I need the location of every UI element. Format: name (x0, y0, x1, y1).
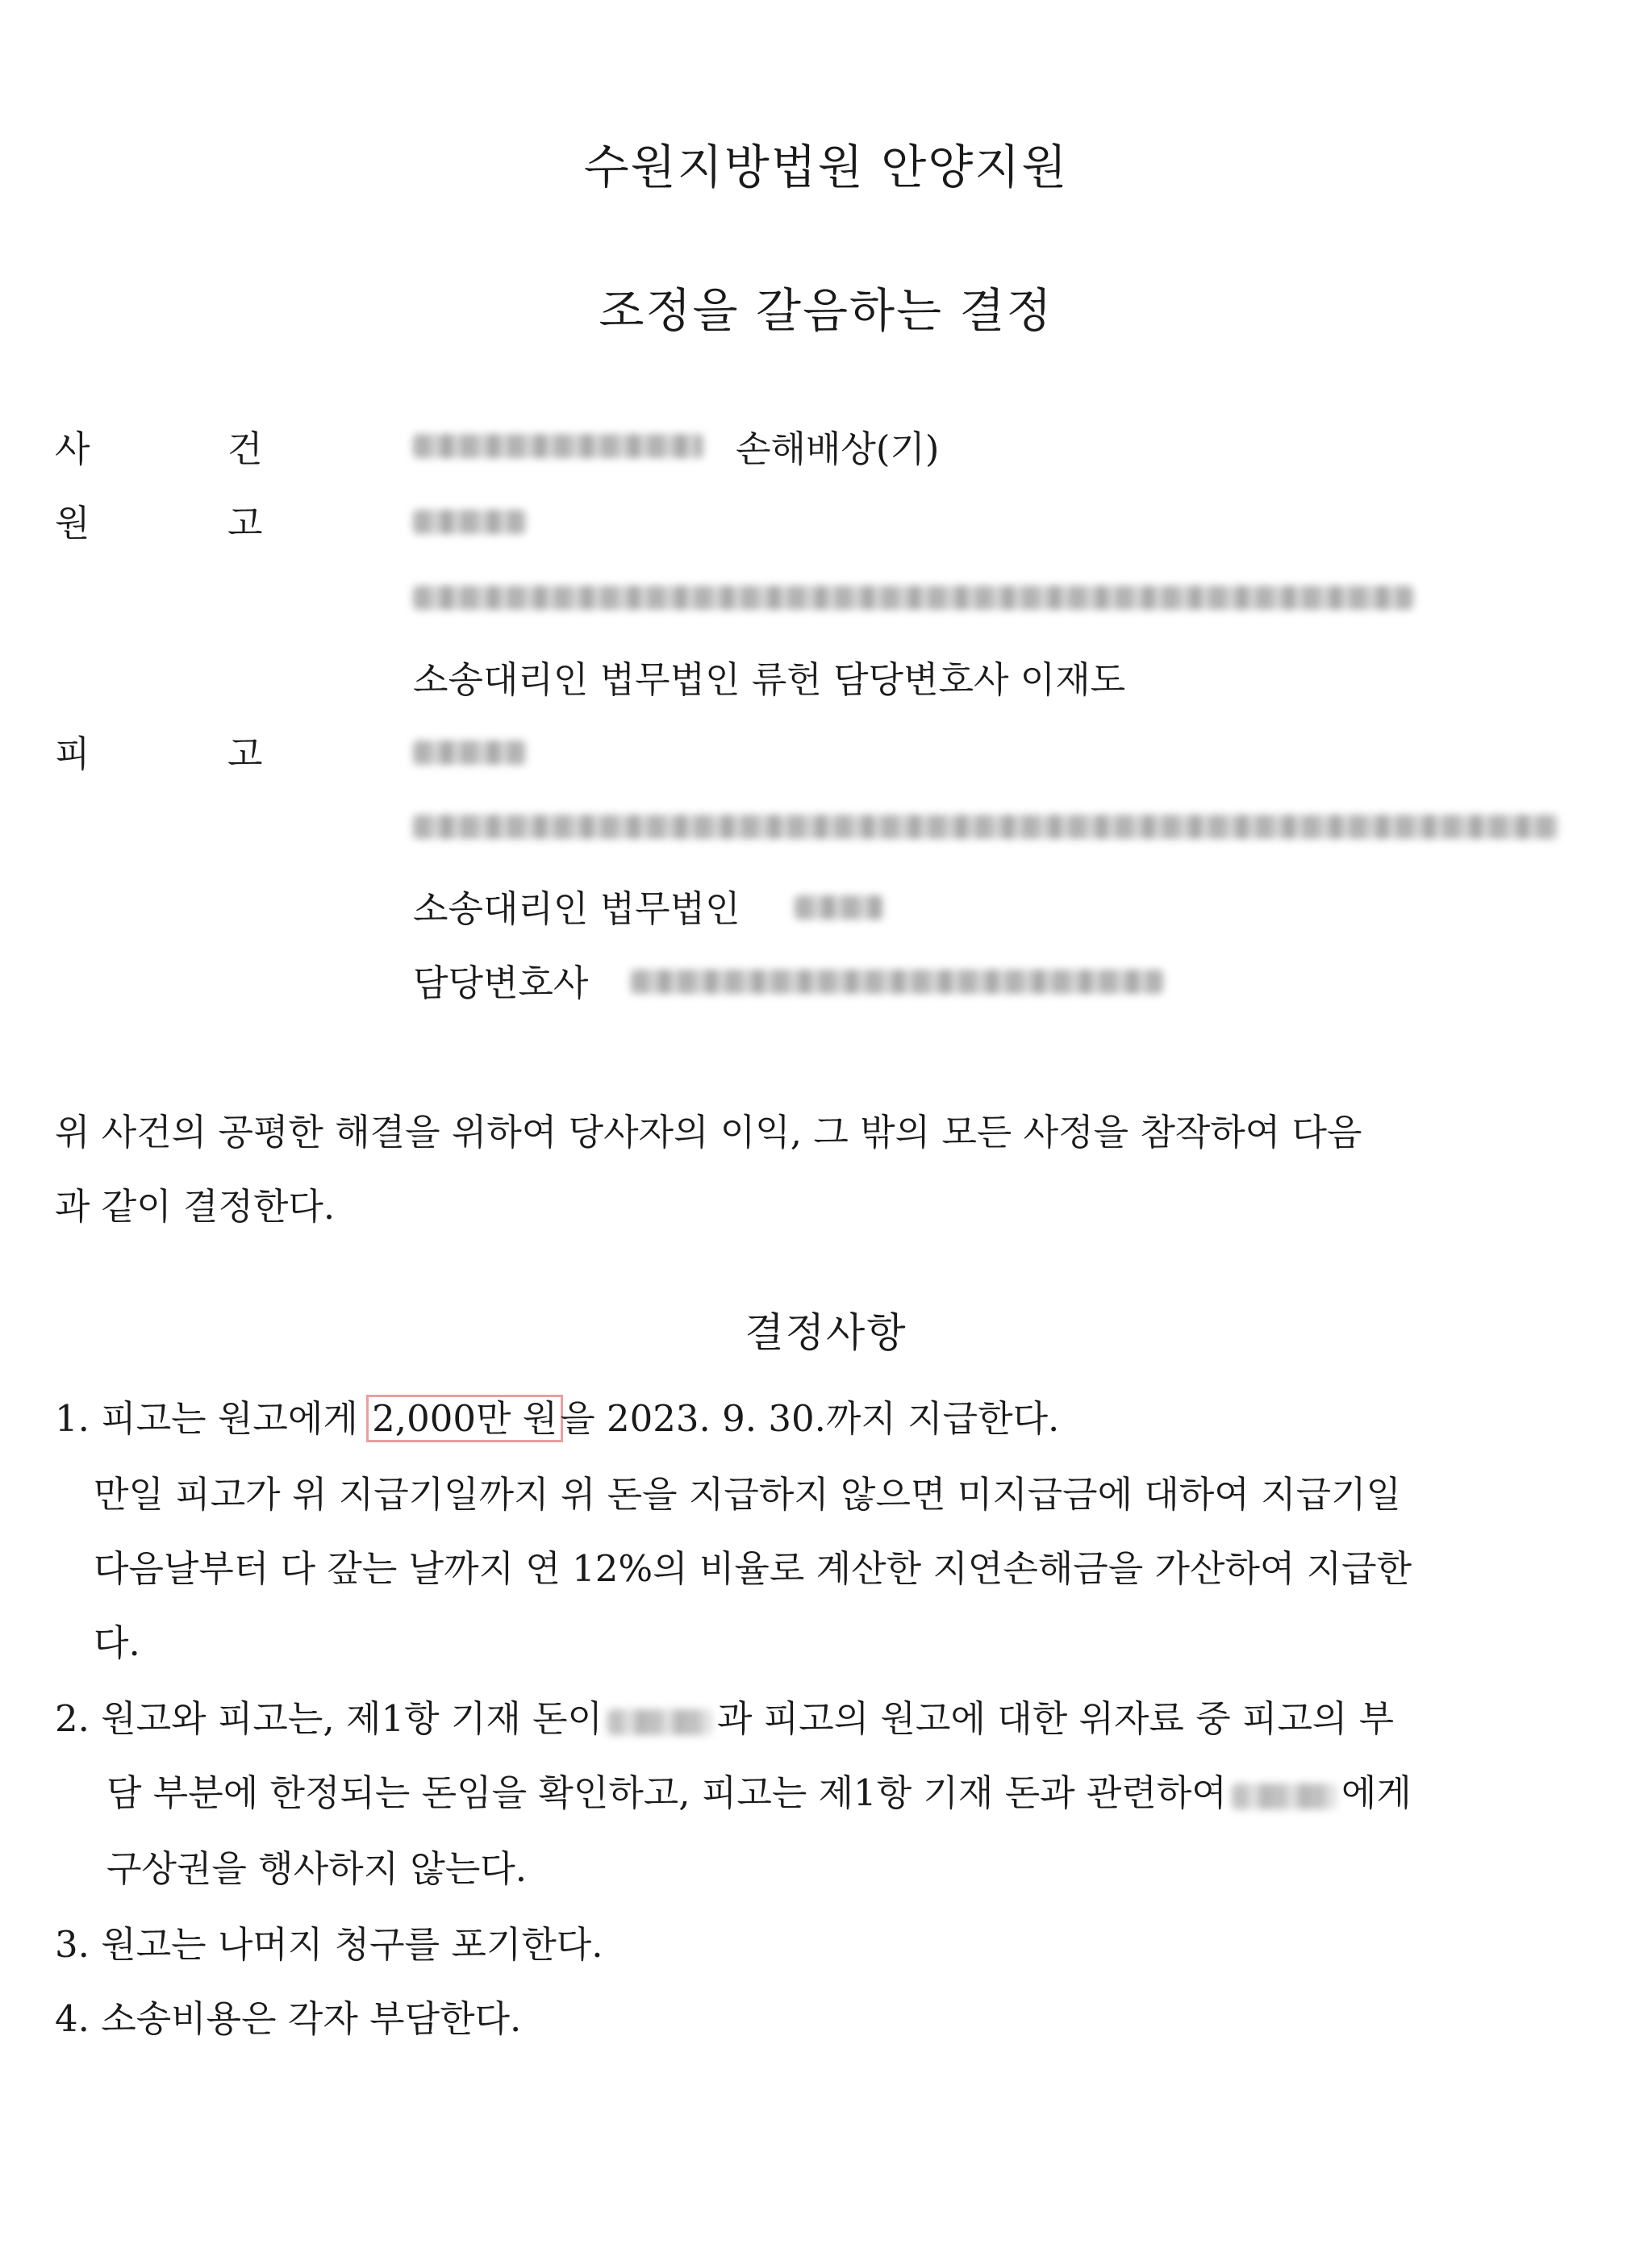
redacted-third-party-1 (607, 1709, 712, 1735)
case-label-first: 사 (55, 428, 90, 470)
case-label-second: 건 (227, 428, 263, 470)
item-2-part-1: 2. 원고와 피고는, 제1항 기재 돈이 (55, 1697, 603, 1740)
redacted-defendant-address (413, 815, 1558, 839)
case-type: 손해배상(기) (736, 428, 940, 470)
item-2-line-2 (106, 1763, 1412, 1816)
preamble (55, 1095, 1587, 1244)
item-2-line-2b: 에게 (1341, 1771, 1412, 1814)
document-title: 조정을 갈음하는 결정 (599, 283, 1053, 338)
item-1-line-3: 다음날부터 다 갚는 날까지 연 12%의 비율로 계산한 지연손해금을 가산하여 지급한 (94, 1547, 1412, 1590)
decision-section-title: 결정사항 (745, 1309, 907, 1356)
defendant-label-first: 피 (55, 732, 90, 775)
item-2-part-2: 과 피고의 원고에 대한 위자료 중 피고의 부 (717, 1697, 1395, 1740)
highlighted-amount: 2,000만 원 (366, 1395, 563, 1442)
plaintiff-label-first: 원 (55, 502, 90, 544)
redacted-plaintiff-address (413, 586, 1413, 610)
item-1-prefix: 1. 피고는 원고에게 (55, 1397, 370, 1440)
plaintiff-label-second: 고 (227, 502, 263, 544)
preamble-line-2: 과 같이 결정한다. (55, 1185, 336, 1228)
plaintiff-counsel: 소송대리인 법무법인 류헌 담당변호사 이재도 (413, 658, 1126, 701)
defendant-label-second: 고 (227, 732, 263, 775)
decision-item-4: 4. 소송비용은 각자 부담한다. (55, 1997, 522, 2040)
court-name: 수원지방법원 안양지원 (583, 140, 1069, 194)
item-1-line-4: 다. (94, 1621, 140, 1664)
item-1-suffix: 을 2023. 9. 30.까지 지급한다. (560, 1397, 1060, 1440)
redacted-plaintiff-name (413, 510, 526, 534)
decision-item-1 (55, 1389, 1059, 1442)
redacted-defendant-name (413, 741, 526, 765)
item-1-line-2: 만일 피고가 위 지급기일까지 위 돈을 지급하지 않으면 미지급금에 대하여 지급기일 (94, 1473, 1402, 1516)
decision-item-3: 3. 원고는 나머지 청구를 포기한다. (55, 1923, 603, 1966)
redacted-third-party-2 (1232, 1784, 1337, 1809)
item-2-line-3: 구상권을 행사하지 않는다. (106, 1847, 528, 1890)
item-2-line-2a: 담 부분에 한정되는 돈임을 확인하고, 피고는 제1항 기재 돈과 관련하여 (106, 1771, 1227, 1814)
defendant-attorneys-label: 담당변호사 (413, 962, 589, 1004)
redacted-defendant-attorneys (631, 970, 1163, 994)
defendant-counsel: 소송대리인 법무법인 (413, 887, 740, 930)
decision-item-2 (55, 1689, 1394, 1742)
redacted-case-number (413, 434, 703, 458)
redacted-defendant-firm (795, 895, 883, 920)
preamble-line-1: 위 사건의 공평한 해결을 위하여 당사자의 이익, 그 밖의 모든 사정을 참작하여 다음 (55, 1111, 1362, 1154)
